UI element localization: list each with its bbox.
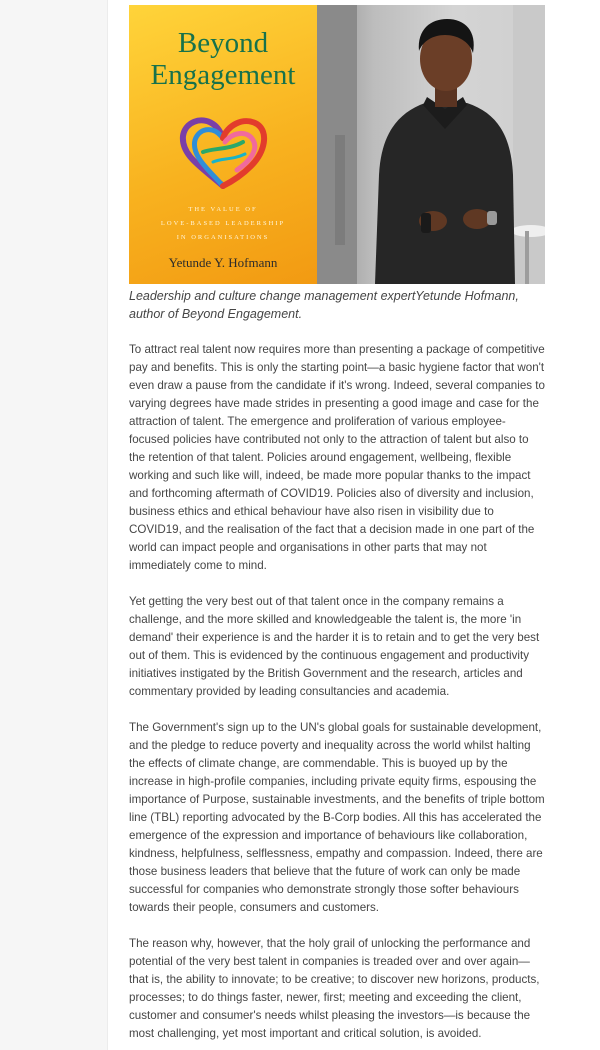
article-paragraph: The Government's sign up to the UN's global goals for sustainable development, and the pledge to reduce poverty and inequality across the world whilst halting the effects of climate change, are commendable. This is buoyed up by the increase in high-profile companies, including private equity firms, espousing the importance of Purpose, sustainable investments, and the benefits of triple bottom line (TBL) reporting advocated by the B-Corp bodies. All this has accelerated the emergence of the expression and importance of behaviours like collaboration, kindness, helpfulness, selflessness, empathy and compassion. Indeed, there are those business leaders that believe that the future of work can only be made successful for companies who demonstrate strongly those softer behaviours towards their people, consumers and customers. (129, 721, 545, 914)
article-body (129, 341, 545, 1050)
book-author: Yetunde Y. Hofmann (168, 255, 278, 270)
book-subtitle (129, 203, 317, 245)
image-caption: Leadership and culture change management expertYetunde Hofmann, author of Beyond Engagement. (129, 289, 519, 321)
article-paragraph: Yet getting the very best out of that talent once in the company remains a challenge, and the more skilled and knowledgeable the talent is, the more 'in demand' their experience is and the harder it is to retain and to get the very best out of them. This is evidenced by the continuous engagement and productivity initiatives instigated by the British Government and the research, articles and commentary provided by leading consultancies and academia. (129, 595, 540, 698)
speaker-figure-illustration (317, 5, 545, 284)
book-subtitle-line-1: THE VALUE OF (188, 206, 258, 213)
heart-brushstroke-icon (173, 112, 273, 192)
article-paragraph: To attract real talent now requires more than presenting a package of competitive pay and benefits. This is only the starting point—a basic hygiene factor that won't even draw a pause from the candidate if it's wrong. Indeed, several companies to varying degrees have made strides in presenting a good image and case for the attraction of talent. The emergence and proliferation of various employee-focused policies have contributed not only to the attraction of talent but also to the retention of that talent. Policies around engagement, wellbeing, flexible working and such like will, indeed, be made more popular thanks to the impact and forthcoming aftermath of COVID19. Policies also of diversity and inclusion, business ethics and ethical behaviour have also risen in visibility due to COVID19, and the realisation of the fact that a decision made in one part of the world can impact people and organisations in other parts that may not immediately come to mind. (129, 343, 545, 572)
book-title-line-1: Beyond (177, 27, 269, 59)
book-cover (129, 5, 317, 284)
article-hero-image (129, 5, 545, 284)
article-paragraph: The reason why, however, that the holy grail of unlocking the performance and potential of the very best talent in companies is treaded over and over again—that is, the ability to innovate; to be creative; to discover new horizons, products, processes; to do things faster, newer, first; meeting and exceeding the client, customer and consumer's needs whilst pleasing the investors—is because the most challenging, yet most important and critical solution, is avoided. (129, 937, 540, 1040)
author-portrait-photo (317, 5, 545, 284)
book-subtitle-line-2: LOVE-BASED LEADERSHIP (160, 220, 286, 227)
book-subtitle-line-3: IN ORGANISATIONS (176, 234, 270, 241)
book-title (129, 27, 317, 91)
book-title-line-2: Engagement (150, 59, 296, 91)
left-sidebar-gutter (0, 0, 108, 1050)
